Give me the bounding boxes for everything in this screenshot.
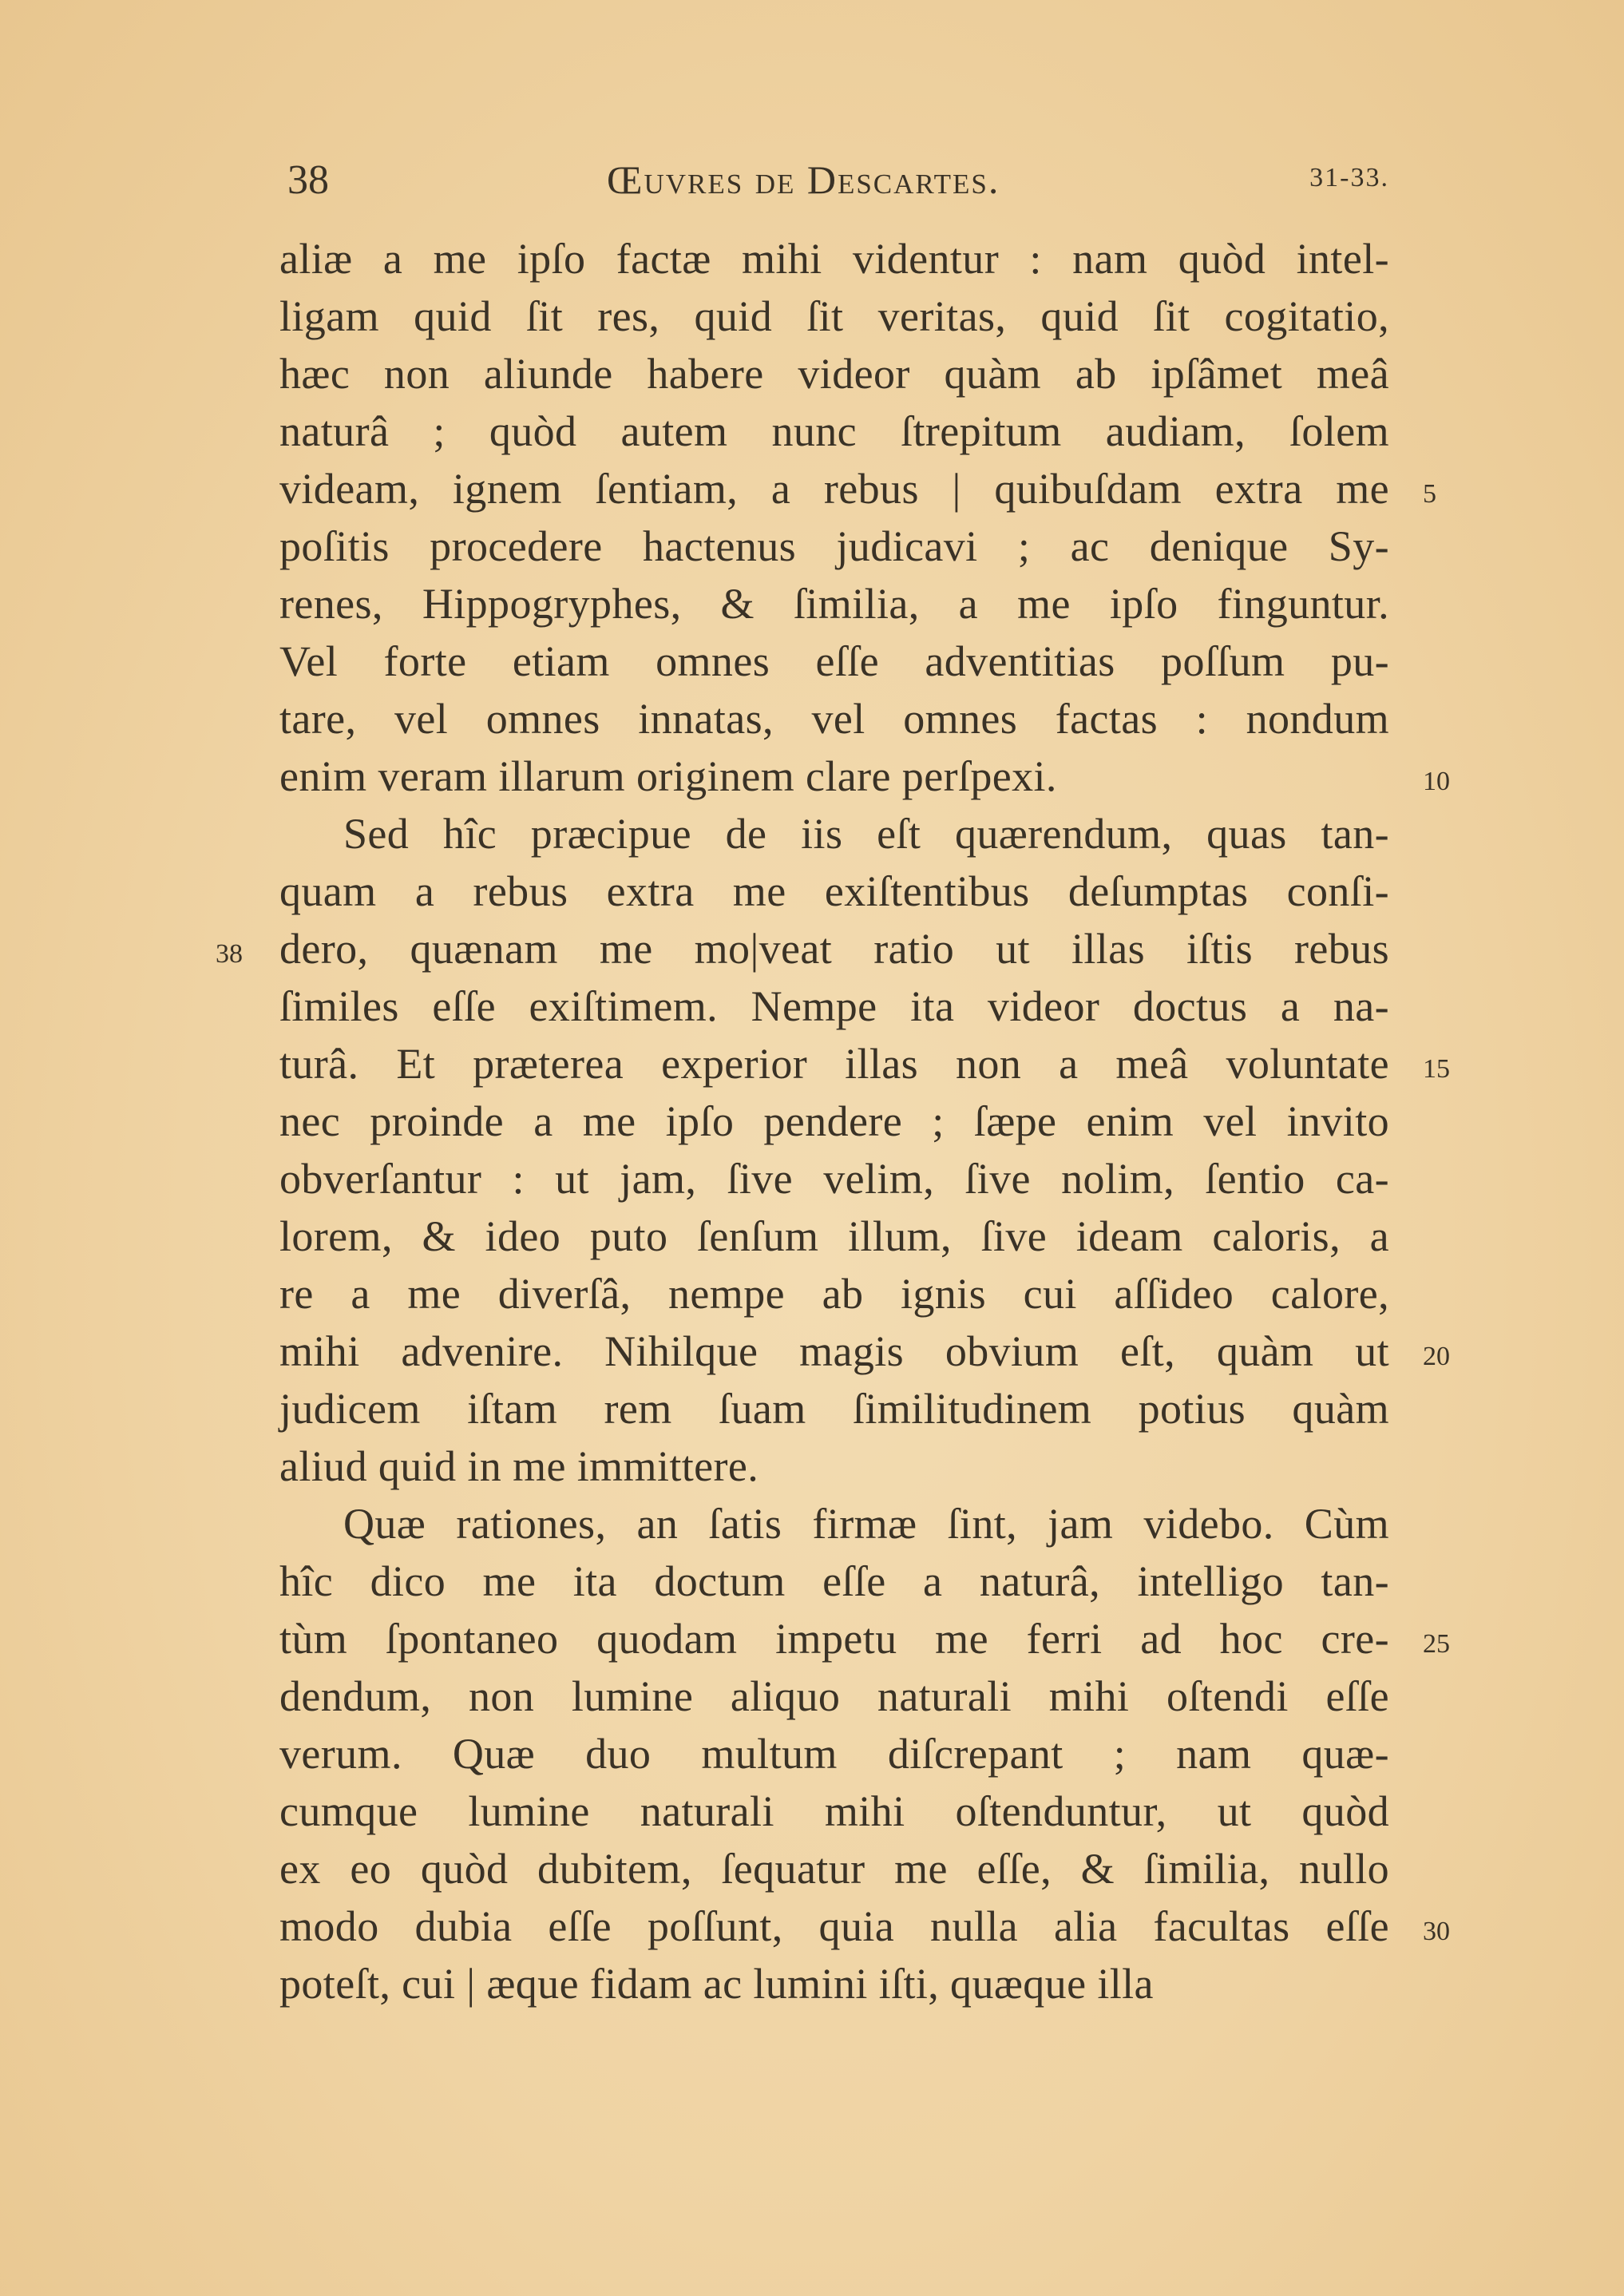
text-line: tare, vel omnes innatas, vel omnes factas : nondum xyxy=(279,695,1389,743)
margin-page-reference: 38 xyxy=(216,939,243,969)
text-line: aliud quid in me immittere. xyxy=(279,1442,759,1490)
text-line: hîc dico me ita doctum eſſe a naturâ, intelligo tan- xyxy=(279,1557,1389,1605)
text-line: tùm ſpontaneo quodam impetu me ferri ad hoc cre- xyxy=(279,1615,1389,1663)
text-line: mihi advenire. Nihilque magis obvium eſt, quàm ut xyxy=(279,1327,1389,1375)
margin-line-number: 15 xyxy=(1423,1054,1450,1084)
page-range: 31-33. xyxy=(1309,163,1389,192)
text-line: dendum, non lumine aliquo naturali mihi oſtendi eſſe xyxy=(279,1672,1389,1720)
page-header xyxy=(287,157,1389,212)
paragraph-start-line: Sed hîc præcipue de iis eſt quærendum, quas tan- xyxy=(343,810,1389,858)
page-number: 38 xyxy=(287,157,329,203)
text-line: cumque lumine naturali mihi oſtenduntur, ut quòd xyxy=(279,1787,1389,1835)
paragraph-start-line: Quæ rationes, an ſatis firmæ ſint, jam videbo. Cùm xyxy=(343,1500,1389,1548)
text-line: quam a rebus extra me exiſtentibus deſumptas conſi- xyxy=(279,867,1389,915)
text-line: enim veram illarum originem clare perſpexi. xyxy=(279,752,1057,800)
text-line: nec proinde a me ipſo pendere ; ſæpe enim vel invito xyxy=(279,1097,1389,1145)
text-line: ligam quid ſit res, quid ſit veritas, quid ſit cogitatio, xyxy=(279,292,1389,340)
text-line: modo dubia eſſe poſſunt, quia nulla alia facultas eſſe xyxy=(279,1902,1389,1950)
text-line: hæc non aliunde habere videor quàm ab ipſâmet meâ xyxy=(279,350,1389,398)
margin-line-number: 5 xyxy=(1423,479,1436,509)
text-line: renes, Hippogryphes, & ſimilia, a me ipſo finguntur. xyxy=(279,580,1389,628)
text-line: Vel forte etiam omnes eſſe adventitias poſſum pu- xyxy=(279,637,1389,685)
text-line: naturâ ; quòd autem nunc ſtrepitum audiam, ſolem xyxy=(279,407,1389,455)
text-line: ſimiles eſſe exiſtimem. Nempe ita videor doctus a na- xyxy=(279,982,1389,1030)
text-line: poſitis procedere hactenus judicavi ; ac denique Sy- xyxy=(279,522,1389,570)
text-line: aliæ a me ipſo factæ mihi videntur : nam quòd intel- xyxy=(279,235,1389,283)
margin-line-number: 25 xyxy=(1423,1629,1450,1659)
text-line: poteſt, cui | æque fidam ac lumini iſti, quæque illa xyxy=(279,1960,1154,2008)
body-text xyxy=(279,230,1389,2012)
text-line: videam, ignem ſentiam, a rebus | quibuſdam extra me xyxy=(279,465,1389,513)
text-line: judicem iſtam rem ſuam ſimilitudinem potius quàm xyxy=(279,1385,1389,1433)
text-line: dero, quænam me mo|veat ratio ut illas iſtis rebus xyxy=(279,925,1389,973)
margin-line-number: 30 xyxy=(1423,1917,1450,1946)
text-line: ex eo quòd dubitem, ſequatur me eſſe, & ſimilia, nullo xyxy=(279,1845,1389,1893)
text-line: re a me diverſâ, nempe ab ignis cui aſſideo calore, xyxy=(279,1270,1389,1318)
text-line: turâ. Et præterea experior illas non a meâ voluntate xyxy=(279,1040,1389,1088)
margin-line-number: 10 xyxy=(1423,767,1450,796)
text-line: lorem, & ideo puto ſenſum illum, ſive ideam caloris, a xyxy=(279,1212,1389,1260)
margin-line-number: 20 xyxy=(1423,1342,1450,1371)
text-line: obverſantur : ut jam, ſive velim, ſive nolim, ſentio ca- xyxy=(279,1155,1389,1203)
running-title: Œuvres de Descartes. xyxy=(607,157,1000,202)
text-line: verum. Quæ duo multum diſcrepant ; nam quæ- xyxy=(279,1730,1389,1778)
